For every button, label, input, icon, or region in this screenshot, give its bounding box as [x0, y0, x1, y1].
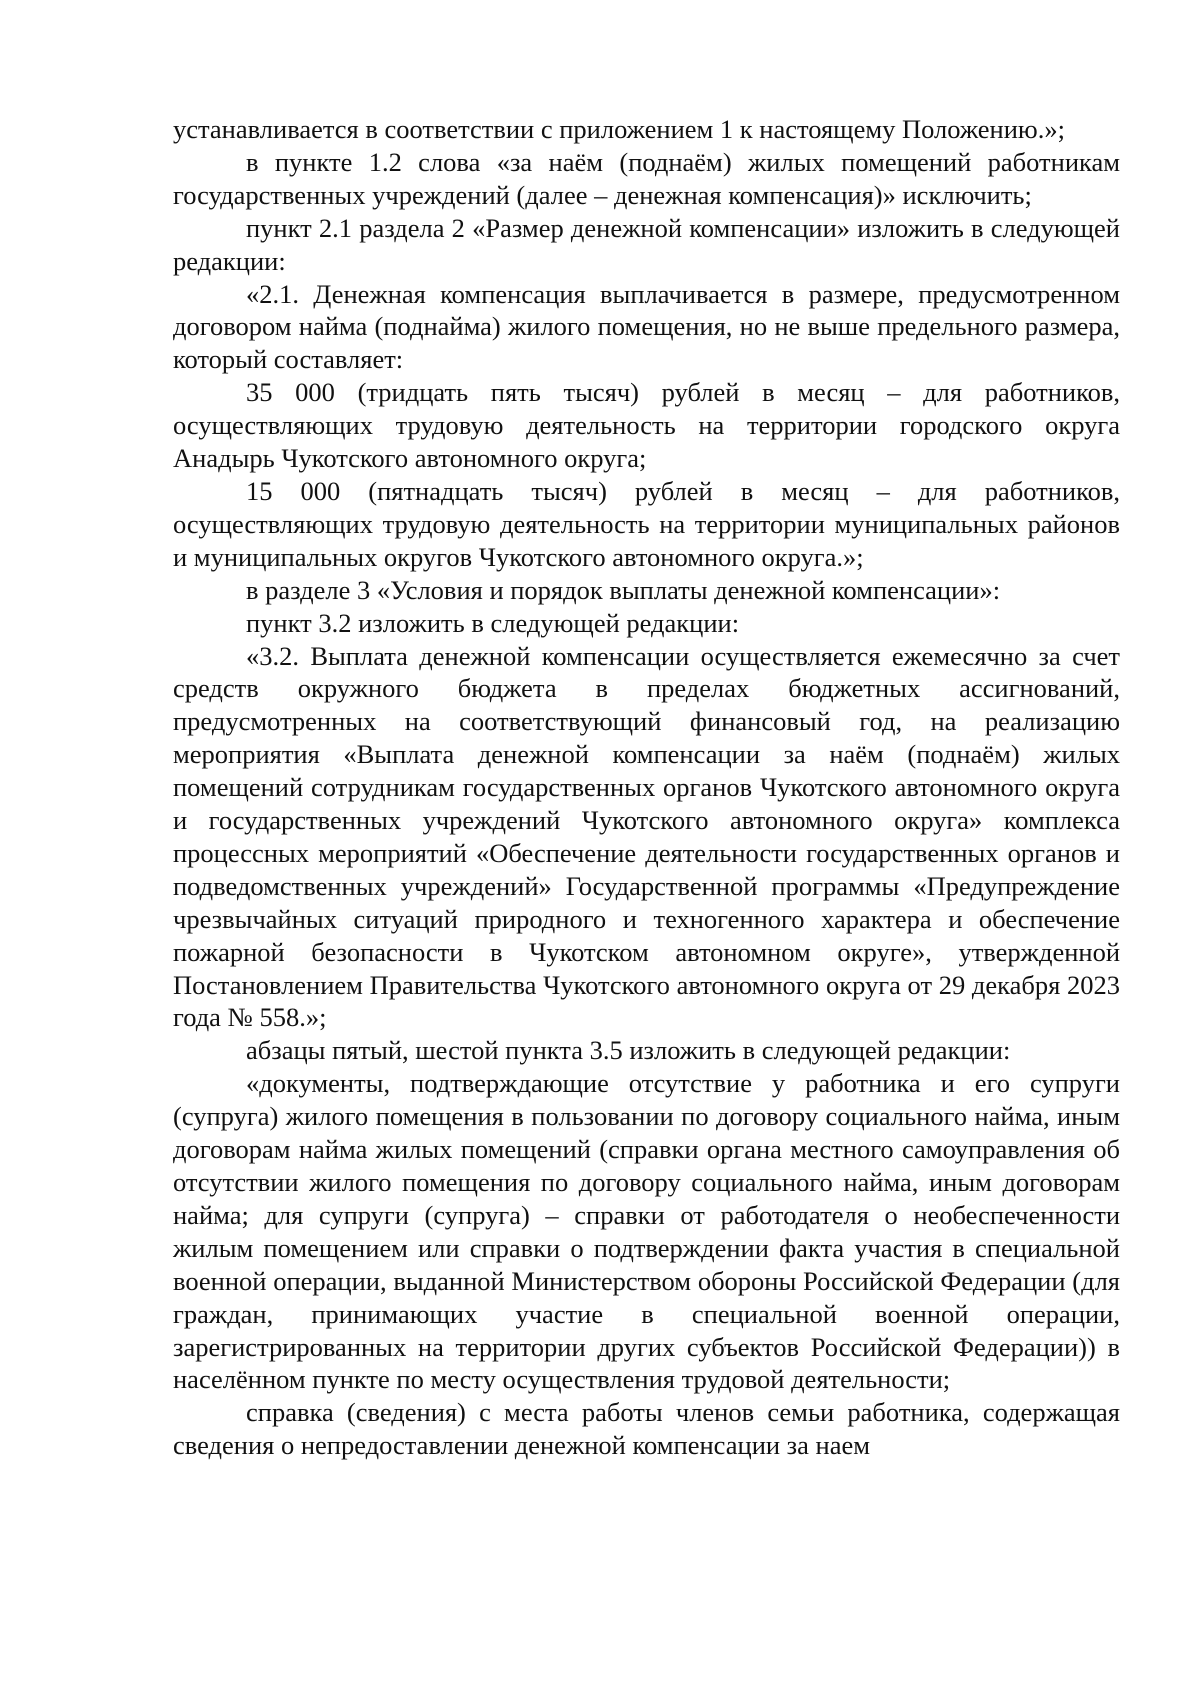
paragraph-item-1-2: в пункте 1.2 слова «за наём (поднаём) жилых помещений работникам государственных учреждений (далее – денежная компенсация)» исключить;: [173, 146, 1120, 210]
paragraph-item-2-1-intro: пункт 2.1 раздела 2 «Размер денежной компенсации» изложить в следующей редакции:: [173, 212, 1120, 276]
document-body: [173, 113, 1120, 1462]
paragraph-item-3-5-intro: абзацы пятый, шестой пункта 3.5 изложить в следующей редакции:: [246, 1035, 1011, 1066]
paragraph-section-3: в разделе 3 «Условия и порядок выплаты денежной компенсации»:: [246, 574, 1001, 605]
paragraph-certificate: справка (сведения) с места работы членов семьи работника, содержащая сведения о непредоставлении денежной компенсации за наем: [173, 1397, 1120, 1461]
paragraph-documents: «документы, подтверждающие отсутствие у работника и его супруги (супруга) жилого помещения в пользовании по договору социального найма, иным договорам найма жилых помещений (справки органа местного самоуправления об отсутствии жилого помещения по договору социального найма, иным договорам найма; для супруги (супруга) – справки от работодателя о необеспеченности жилым помещением или справки о подтверждении факта участия в специальной военной операции, выданной Министерством обороны Российской Федерации (для граждан, принимающих участие в специальной военной операции, зарегистрированных на территории других субъектов Российской Федерации)) в населённом пункте по месту осуществления трудовой деятельности;: [173, 1068, 1120, 1395]
paragraph-continuation: устанавливается в соответствии с приложением 1 к настоящему Положению.»;: [173, 114, 1065, 144]
paragraph-amount-districts: 15 000 (пятнадцать тысяч) рублей в месяц – для работников, осуществляющих трудовую деятельность на территории муниципальных районов и муниципальных округов Чукотского автономного округа.»;: [173, 475, 1120, 572]
paragraph-item-2-1-text: «2.1. Денежная компенсация выплачивается в размере, предусмотренном договором найма (поднайма) жилого помещения, но не выше предельного размера, который составляет:: [173, 278, 1120, 375]
paragraph-amount-anadyr: 35 000 (тридцать пять тысяч) рублей в месяц – для работников, осуществляющих трудовую деятельность на территории городского округа Анадырь Чукотского автономного округа;: [173, 377, 1120, 474]
paragraph-item-3-2-text: «3.2. Выплата денежной компенсации осуществляется ежемесячно за счет средств окружного бюджета в пределах бюджетных ассигнований, предусмотренных на соответствующий финансовый год, на реализацию мероприятия «Выплата денежной компенсации за наём (поднаём) жилых помещений сотрудникам государственных органов Чукотского автономного округа и государственных учреждений Чукотского автономного округа» комплекса процессных мероприятий «Обеспечение деятельности государственных органов и подведомственных учреждений» Государственной программы «Предупреждение чрезвычайных ситуаций природного и техногенного характера и обеспечение пожарной безопасности в Чукотском автономном округе», утвержденной Постановлением Правительства Чукотского автономного округа от 29 декабря 2023 года № 558.»;: [173, 640, 1120, 1033]
paragraph-item-3-2-intro: пункт 3.2 изложить в следующей редакции:: [246, 607, 740, 638]
